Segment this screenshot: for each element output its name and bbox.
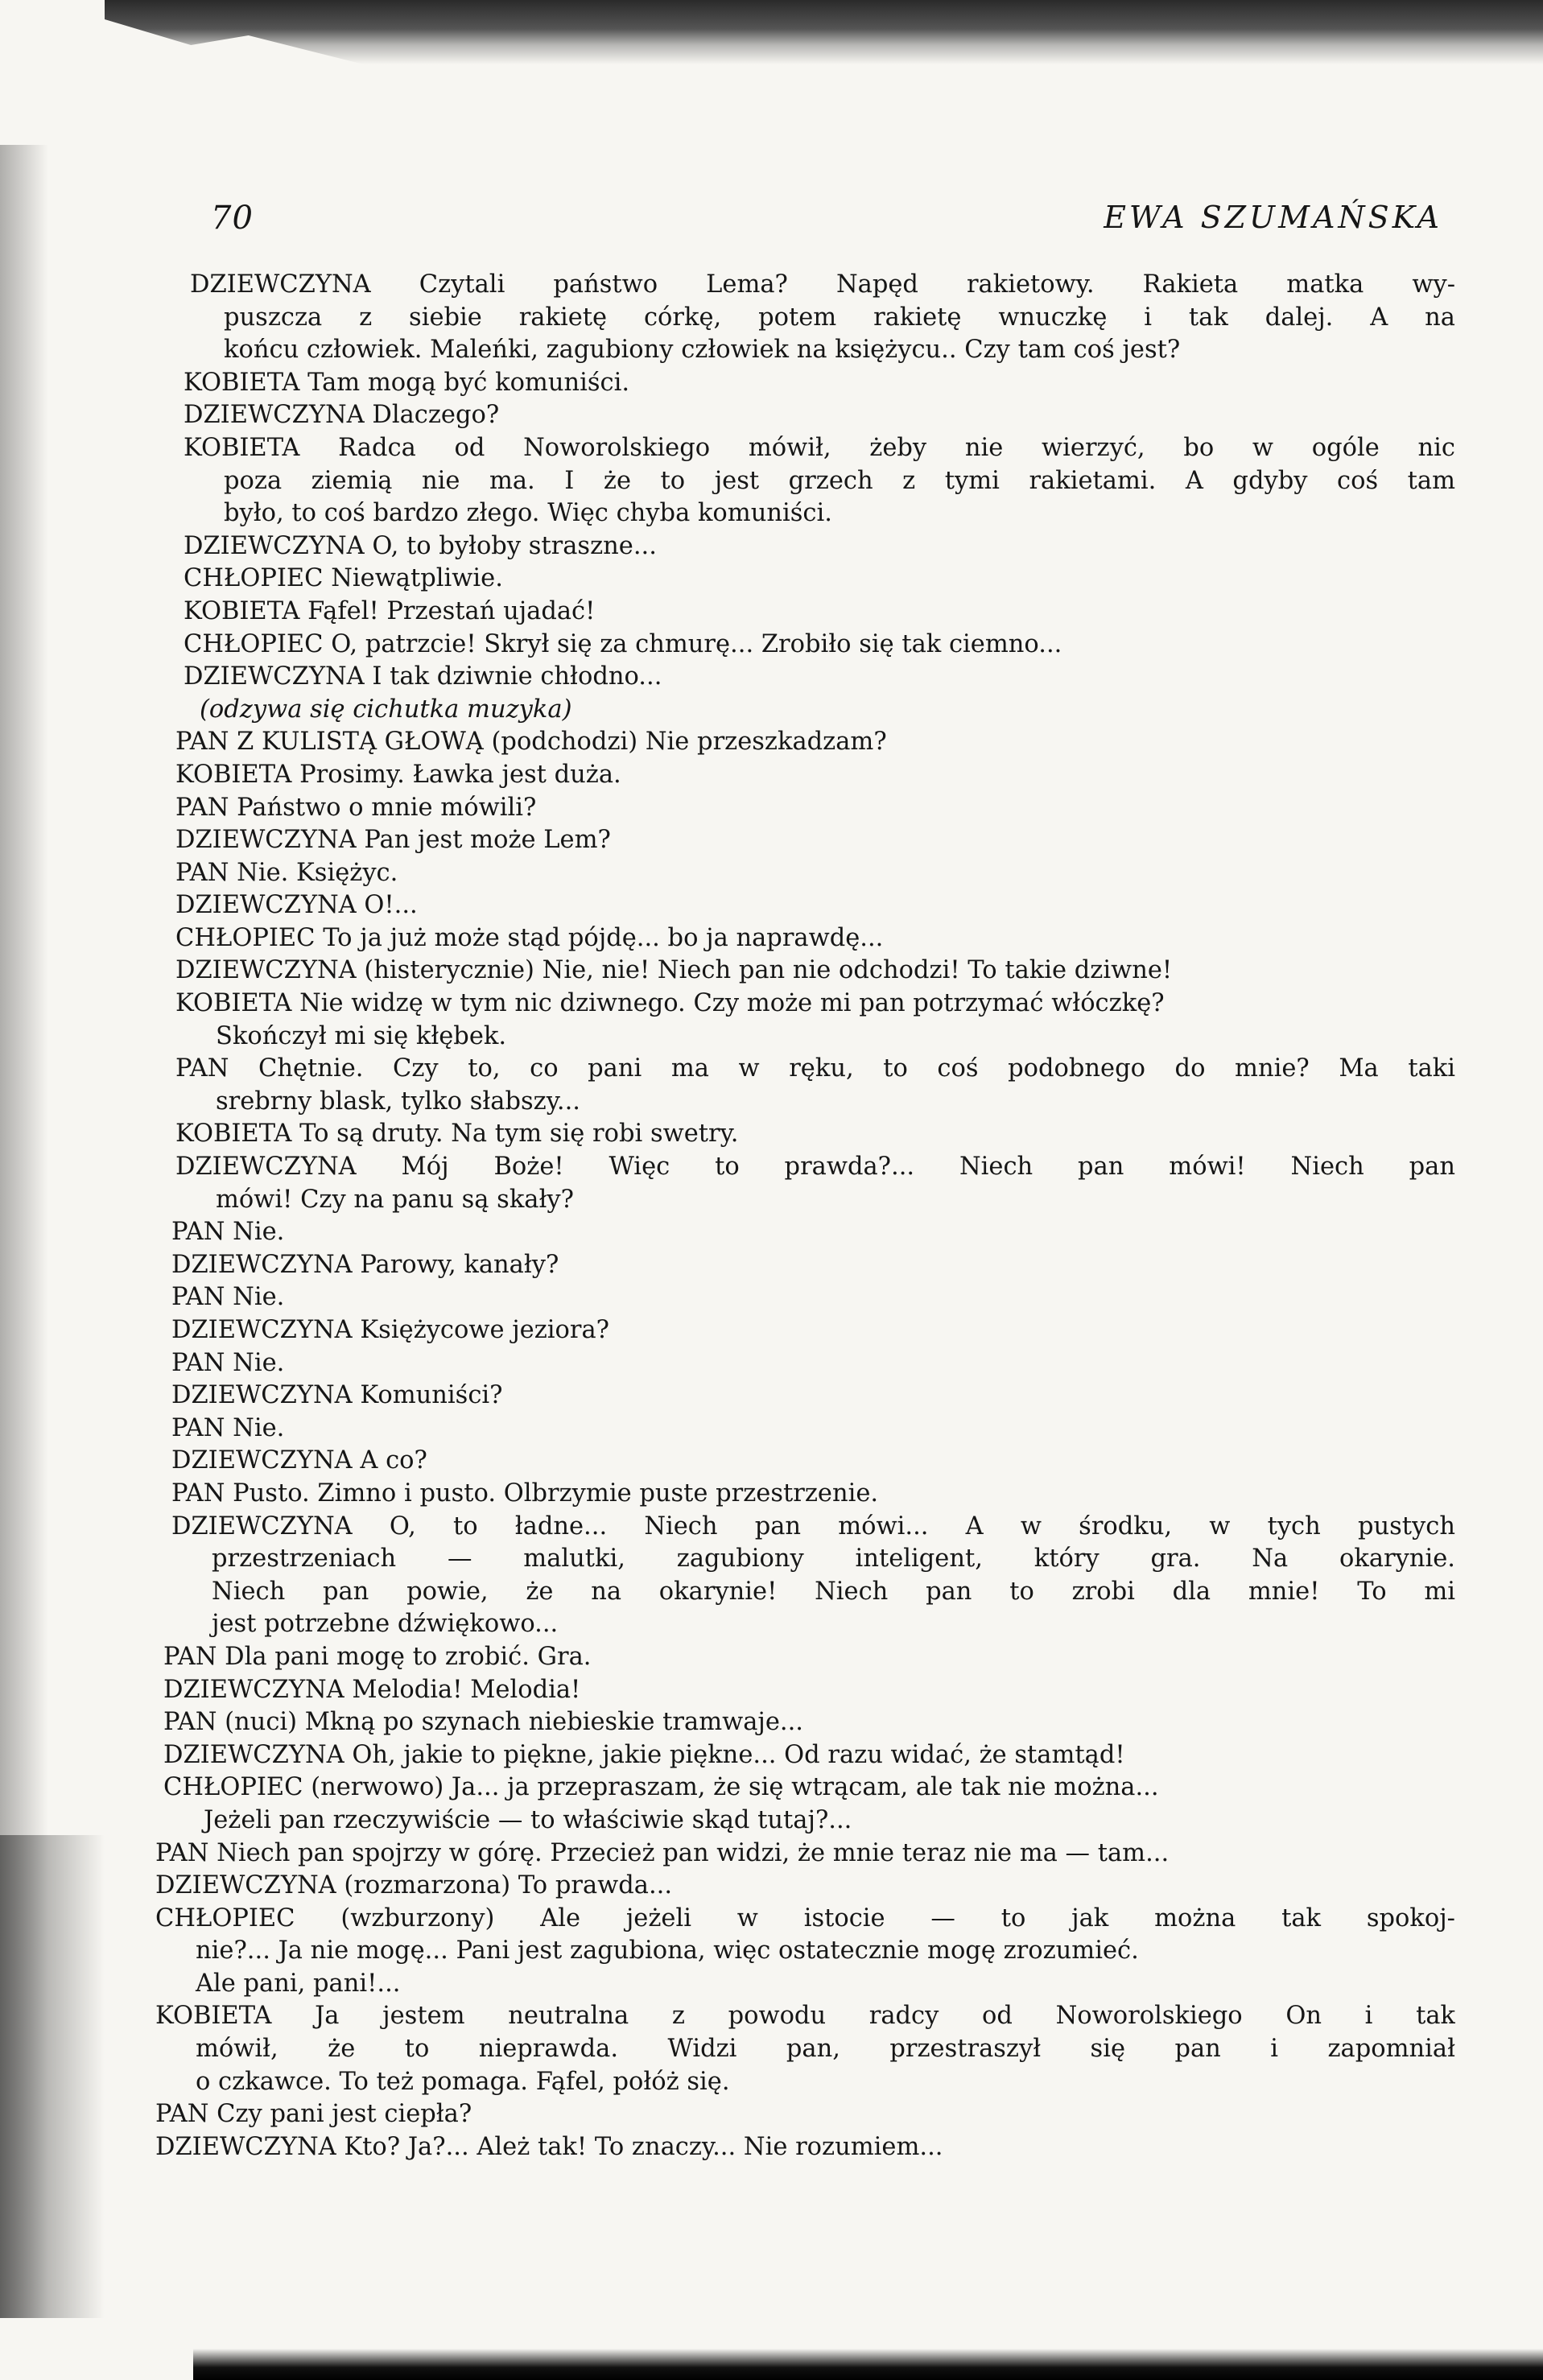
text-line: CHŁOPIEC Niewątpliwie. [184, 564, 503, 593]
text-line: CHŁOPIEC (nerwowo) Ja... ja przepraszam, że się wtrącam, ale tak nie można... [163, 1773, 1159, 1802]
text-line: DZIEWCZYNA O, to ładne... Niech pan mówi... A w środku, w tych pustych [171, 1512, 1455, 1541]
text-line: mówi! Czy na panu są skały? [216, 1185, 574, 1214]
text-line: DZIEWCZYNA O!... [175, 891, 418, 920]
text-line: PAN Chętnie. Czy to, co pani ma w ręku, to coś podobnego do mnie? Ma taki [175, 1054, 1455, 1083]
text-line: (odzywa się cichutka muzyka) [200, 695, 572, 724]
text-line: DZIEWCZYNA (rozmarzona) To prawda... [155, 1871, 673, 1900]
text-line: DZIEWCZYNA O, to byłoby straszne... [184, 531, 657, 560]
text-line: o czkawce. To też pomaga. Fąfel, połóż się. [196, 2067, 730, 2096]
text-line: DZIEWCZYNA Pan jest może Lem? [175, 826, 611, 855]
text-line: PAN Pusto. Zimno i pusto. Olbrzymie puste przestrzenie. [171, 1479, 879, 1508]
text-line: srebrny blask, tylko słabszy... [216, 1087, 580, 1116]
page-number: 70 [211, 200, 254, 237]
text-line: puszcza z siebie rakietę córkę, potem rakietę wnuczkę i tak dalej. A na [224, 303, 1455, 332]
text-line: KOBIETA Nie widzę w tym nic dziwnego. Czy może mi pan potrzymać włóczkę? [175, 989, 1165, 1018]
text-line: KOBIETA Tam mogą być komuniści. [184, 368, 630, 397]
text-line: DZIEWCZYNA Mój Boże! Więc to prawda?... Niech pan mówi! Niech pan [175, 1153, 1455, 1182]
text-line: KOBIETA Fąfel! Przestań ujadać! [184, 596, 596, 625]
text-line: PAN Nie. [171, 1413, 285, 1442]
text-line: DZIEWCZYNA Księżycowe jeziora? [171, 1316, 610, 1344]
text-line: CHŁOPIEC (wzburzony) Ale jeżeli w istocie — to jak można tak spokoj- [155, 1904, 1455, 1932]
text-line: DZIEWCZYNA Oh, jakie to piękne, jakie piękne... Od razu widać, że stamtąd! [163, 1740, 1125, 1769]
text-line: DZIEWCZYNA A co? [171, 1446, 427, 1475]
text-line: DZIEWCZYNA Komuniści? [171, 1381, 503, 1410]
text-line: KOBIETA To są druty. Na tym się robi swetry. [175, 1120, 739, 1149]
text-line: PAN Nie. [171, 1348, 285, 1377]
text-line: PAN Niech pan spojrzy w górę. Przecież pan widzi, że mnie teraz nie ma — tam... [155, 1838, 1170, 1867]
text-line: DZIEWCZYNA I tak dziwnie chłodno... [184, 662, 662, 691]
text-line: CHŁOPIEC To ja już może stąd pójdę... bo ja naprawdę... [175, 923, 884, 952]
text-line: PAN Nie. [171, 1218, 285, 1247]
scan-edge-left-lower [0, 1835, 105, 2318]
text-line: było, to coś bardzo złego. Więc chyba komuniści. [224, 499, 832, 528]
text-line: przestrzeniach — malutki, zagubiony inteligent, który gra. Na okarynie. [212, 1545, 1455, 1574]
text-line: KOBIETA Prosimy. Ławka jest duża. [175, 760, 621, 789]
text-line: nie?... Ja nie mogę... Pani jest zagubiona, więc ostatecznie mogę zrozumieć. [196, 1937, 1139, 1965]
text-line: PAN Nie. [171, 1283, 285, 1312]
text-line: CHŁOPIEC O, patrzcie! Skrył się za chmurę... Zrobiło się tak ciemno... [184, 629, 1062, 658]
text-line: PAN (nuci) Mkną po szynach niebieskie tramwaje... [163, 1708, 803, 1737]
text-line: mówił, że to nieprawda. Widzi pan, przestraszył się pan i zapomniał [196, 2035, 1455, 2064]
text-line: DZIEWCZYNA Parowy, kanały? [171, 1250, 559, 1279]
text-line: Jeżeli pan rzeczywiście — to właściwie skąd tutaj?... [204, 1805, 852, 1834]
text-line: PAN Dla pani mogę to zrobić. Gra. [163, 1642, 592, 1671]
text-line: DZIEWCZYNA Kto? Ja?... Ależ tak! To znaczy... Nie rozumiem... [155, 2132, 943, 2161]
text-line: PAN Nie. Księżyc. [175, 858, 398, 887]
text-line: końcu człowiek. Maleńki, zagubiony człowiek na księżycu.. Czy tam coś jest? [224, 336, 1181, 365]
text-line: KOBIETA Ja jestem neutralna z powodu radcy od Noworolskiego On i tak [155, 2002, 1455, 2031]
scan-edge-top [105, 0, 1543, 64]
text-line: poza ziemią nie ma. I że to jest grzech z tymi rakietami. A gdyby coś tam [224, 466, 1455, 495]
running-head: EWA SZUMAŃSKA [1104, 200, 1442, 235]
text-line: DZIEWCZYNA Melodia! Melodia! [163, 1675, 581, 1704]
text-line: PAN Z KULISTĄ GŁOWĄ (podchodzi) Nie przeszkadzam? [175, 728, 887, 757]
text-line: Ale pani, pani!... [196, 1969, 401, 1998]
text-line: PAN Czy pani jest ciepła? [155, 2100, 472, 2129]
text-line: KOBIETA Radca od Noworolskiego mówił, żeby nie wierzyć, bo w ogóle nic [184, 433, 1455, 462]
text-line: PAN Państwo o mnie mówili? [175, 793, 537, 822]
text-line: DZIEWCZYNA Czytali państwo Lema? Napęd rakietowy. Rakieta matka wy- [190, 270, 1455, 299]
scan-edge-bottom [193, 2349, 1543, 2380]
text-line: DZIEWCZYNA Dlaczego? [184, 401, 500, 430]
text-line: DZIEWCZYNA (histerycznie) Nie, nie! Niech pan nie odchodzi! To takie dziwne! [175, 956, 1173, 985]
play-text [155, 269, 1455, 2163]
text-line: Skończył mi się kłębek. [216, 1021, 507, 1050]
text-line: Niech pan powie, że na okarynie! Niech pan to zrobi dla mnie! To mi [212, 1577, 1455, 1606]
page-header [211, 200, 1442, 240]
text-line: jest potrzebne dźwiękowo... [212, 1610, 559, 1639]
